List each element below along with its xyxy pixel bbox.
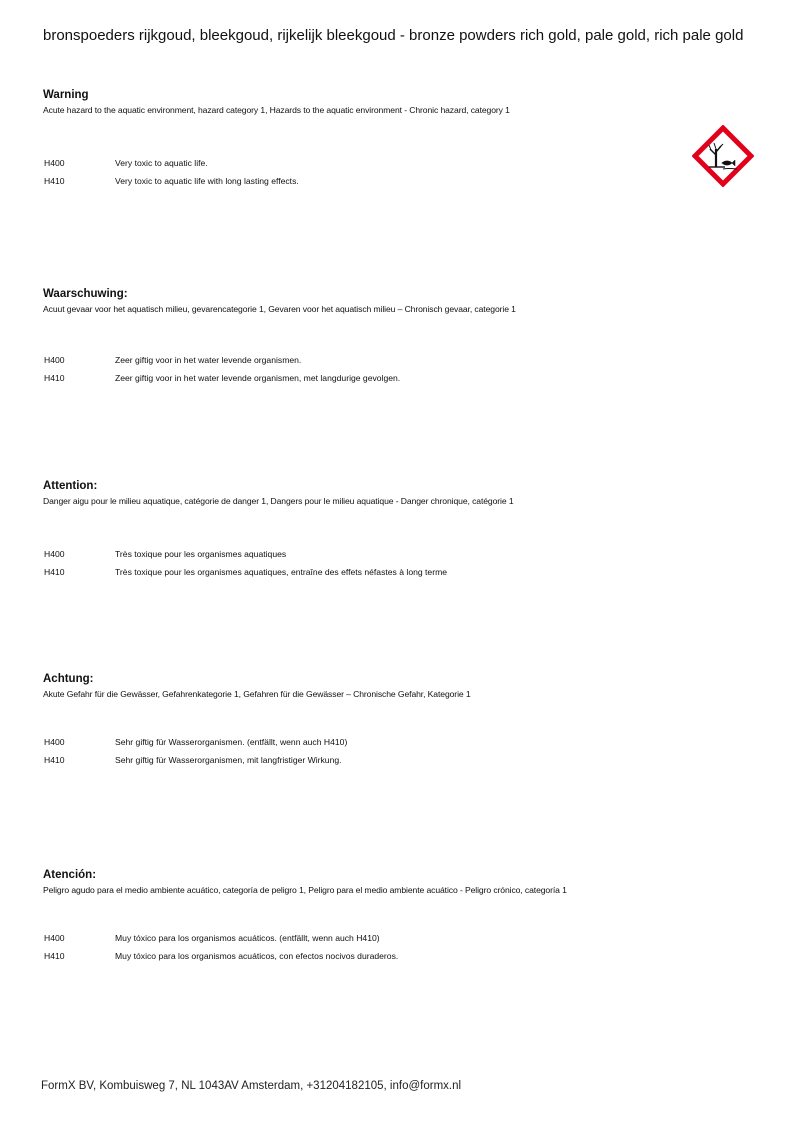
document-title: bronspoeders rijkgoud, bleekgoud, rijkelijk bleekgoud - bronze powders rich gold, pale gold, rich pale gold [43,27,744,44]
section-description: Akute Gefahr für die Gewässer, Gefahrenkategorie 1, Gefahren für die Gewässer – Chronische Gefahr, Kategorie 1 [43,689,471,699]
statement-text: Sehr giftig für Wasserorganismen, mit langfristiger Wirkung. [115,754,342,765]
section-heading: Warning [43,89,89,101]
section-heading: Attention: [43,480,98,492]
statement-code: H410 [44,950,65,961]
section-description: Acute hazard to the aquatic environment, hazard category 1, Hazards to the aquatic environment - Chronic hazard, category 1 [43,105,510,115]
section-description: Peligro agudo para el medio ambiente acuático, categoría de peligro 1, Peligro para el medio ambiente acuático - Peligro crónico, categoría 1 [43,885,567,895]
statement-text: Zeer giftig voor in het water levende organismen. [115,355,302,365]
section-de [43,672,653,765]
statement-text: Very toxic to aquatic life with long lasting effects. [115,175,299,186]
section-description: Acuut gevaar voor het aquatisch milieu, gevarencategorie 1, Gevaren voor het aquatisch milieu – Chronisch gevaar, categorie 1 [43,304,516,314]
section-heading: Atención: [43,869,97,881]
statement-text: Sehr giftig für Wasserorganismen. (entfällt, wenn auch H410) [115,737,348,747]
statement-code: H400 [44,355,65,365]
statement-code: H400 [44,933,65,943]
environment-hazard-icon [692,125,754,187]
statement-code: H410 [44,175,65,186]
statement-text: Muy tóxico para los organismos acuáticos. (entfällt, wenn auch H410) [115,933,380,943]
section-fr [43,479,653,577]
footer-contact: FormX BV, Kombuisweg 7, NL 1043AV Amsterdam, +31204182105, info@formx.nl [41,1080,462,1092]
statement-text: Très toxique pour les organismes aquatiques [115,549,287,559]
statement-code: H410 [44,566,65,577]
section-es [43,868,653,961]
statement-code: H400 [44,549,65,559]
statement-text: Zeer giftig voor in het water levende organismen, met langdurige gevolgen. [115,372,401,383]
section-en [43,88,653,186]
statement-code: H400 [44,158,65,168]
section-heading: Achtung: [43,673,94,685]
section-description: Danger aigu pour le milieu aquatique, catégorie de danger 1, Dangers pour le milieu aquatique - Danger chronique, catégorie 1 [43,496,514,506]
statement-code: H410 [44,754,65,765]
section-nl [43,287,653,383]
statement-text: Muy tóxico para los organismos acuáticos, con efectos nocivos duraderos. [115,950,399,961]
statement-code: H410 [44,372,65,383]
statement-text: Très toxique pour les organismes aquatiques, entraîne des effets néfastes à long terme [115,566,448,577]
statement-text: Very toxic to aquatic life. [115,158,208,168]
statement-code: H400 [44,737,65,747]
section-heading: Waarschuwing: [43,288,128,300]
